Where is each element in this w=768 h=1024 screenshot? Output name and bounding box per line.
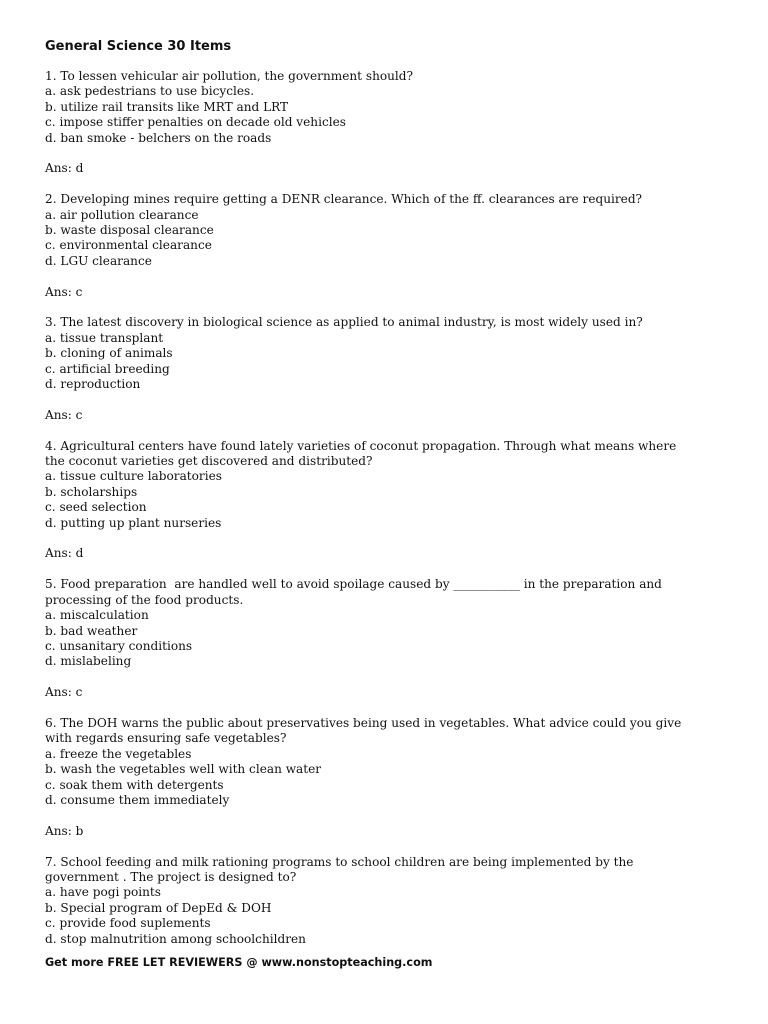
question-item	[45, 855, 725, 947]
answer-choice: d. stop malnutrition among schoolchildren	[45, 931, 306, 946]
answer-key: Ans: d	[45, 546, 84, 561]
answer-choice: d. mislabeling	[45, 654, 132, 669]
answer-choice: d. consume them immediately	[45, 792, 230, 807]
question-stem: 3. The latest discovery in biological science as applied to animal industry, is most widely used in?	[45, 315, 643, 330]
answer-key: Ans: c	[45, 284, 83, 299]
document-title: General Science 30 Items	[45, 39, 232, 54]
question-item	[45, 192, 725, 300]
answer-choice: c. environmental clearance	[45, 238, 212, 253]
answer-choice: a. air pollution clearance	[45, 207, 199, 222]
question-stem: 7. School feeding and milk rationing programs to school children are being implemented by the	[45, 854, 634, 869]
answer-key: Ans: d	[45, 161, 84, 176]
answer-choice: d. reproduction	[45, 377, 141, 392]
question-stem: processing of the food products.	[45, 592, 244, 607]
question-stem: 2. Developing mines require getting a DENR clearance. Which of the ff. clearances are required?	[45, 192, 643, 207]
question-item	[45, 69, 725, 177]
answer-choice: d. ban smoke - belchers on the roads	[45, 130, 272, 145]
answer-choice: c. provide food suplements	[45, 916, 211, 931]
answer-choice: c. impose stiffer penalties on decade old vehicles	[45, 115, 346, 130]
question-stem: the coconut varieties get discovered and distributed?	[45, 454, 373, 469]
answer-choice: c. artificial breeding	[45, 361, 170, 376]
answer-choice: c. unsanitary conditions	[45, 638, 193, 653]
footer-promo: Get more FREE LET REVIEWERS @ www.nonstopteaching.com	[45, 956, 433, 969]
question-stem: 6. The DOH warns the public about preservatives being used in vegetables. What advice could you give	[45, 715, 682, 730]
answer-choice: a. have pogi points	[45, 885, 161, 900]
question-item	[45, 315, 725, 423]
question-list	[45, 69, 725, 962]
answer-choice: b. scholarships	[45, 484, 138, 499]
question-stem: 5. Food preparation are handled well to avoid spoilage caused by ___________ in the preparation and	[45, 577, 662, 592]
answer-choice: d. LGU clearance	[45, 253, 152, 268]
answer-choice: c. soak them with detergents	[45, 777, 224, 792]
answer-choice: a. miscalculation	[45, 608, 149, 623]
answer-choice: b. Special program of DepEd & DOH	[45, 900, 272, 915]
answer-key: Ans: b	[45, 823, 84, 838]
answer-choice: b. waste disposal clearance	[45, 223, 214, 238]
answer-choice: a. freeze the vegetables	[45, 746, 192, 761]
question-stem: 1. To lessen vehicular air pollution, the government should?	[45, 69, 414, 83]
question-item	[45, 577, 725, 700]
answer-choice: b. bad weather	[45, 623, 138, 638]
answer-choice: a. ask pedestrians to use bicycles.	[45, 84, 255, 99]
question-stem: government . The project is designed to?	[45, 869, 297, 884]
answer-key: Ans: c	[45, 407, 83, 422]
answer-choice: b. wash the vegetables well with clean water	[45, 762, 322, 777]
answer-choice: d. putting up plant nurseries	[45, 515, 222, 530]
answer-choice: a. tissue transplant	[45, 330, 164, 345]
answer-choice: b. utilize rail transits like MRT and LRT	[45, 99, 289, 114]
answer-key: Ans: c	[45, 685, 83, 700]
question-stem: 4. Agricultural centers have found lately varieties of coconut propagation. Through what means where	[45, 438, 677, 453]
question-stem: with regards ensuring safe vegetables?	[45, 731, 287, 746]
question-item	[45, 439, 725, 562]
answer-choice: a. tissue culture laboratories	[45, 469, 222, 484]
answer-choice: c. seed selection	[45, 500, 147, 515]
answer-choice: b. cloning of animals	[45, 346, 173, 361]
question-item	[45, 716, 725, 839]
